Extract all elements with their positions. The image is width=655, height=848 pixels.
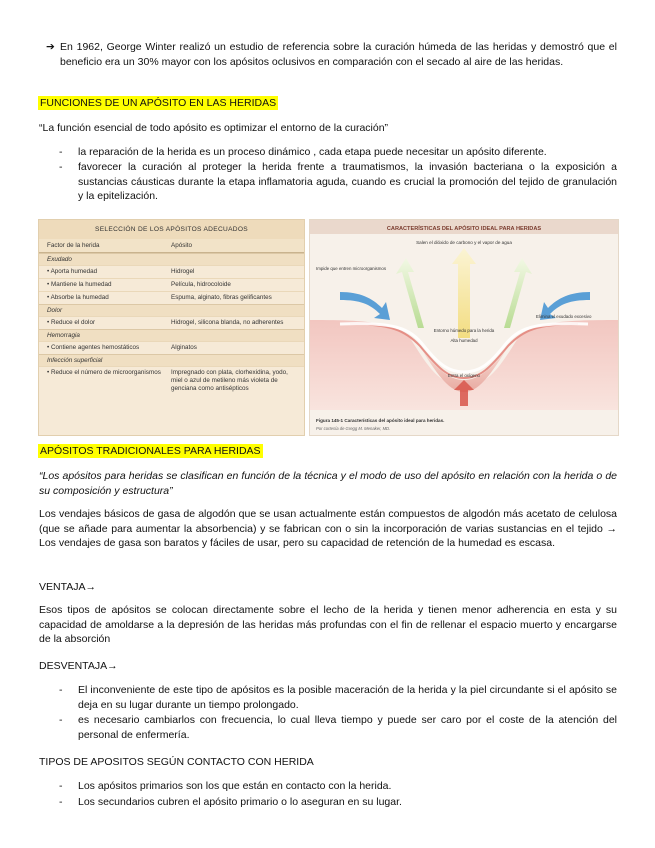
gasa-paragraph: Los vendajes básicos de gasa de algodón que se usan actualmente están compuestos de algodón más acetato de celulosa (que se añade para aumentar la absorbencia) y se fabrican con o sin la incorporación de varias sustancias en el tejido → Los vendajes de gasa son baratos y fáciles de usar, pero su capacidad de retención de la humedad es escasa.: [39, 508, 617, 549]
label-bottom: Entra el oxígeno: [448, 373, 480, 378]
funciones-quote: “La función esencial de todo apósito es optimizar el entorno de la curación”: [39, 122, 389, 134]
list-item: [59, 713, 617, 742]
intro-bullet: [46, 40, 617, 69]
table-row: [39, 265, 304, 278]
list-item: [59, 160, 617, 204]
dressing-selection-table: [38, 219, 305, 436]
table-row: [39, 291, 304, 304]
table-cell: Hidrogel, silicona blanda, no adherentes: [171, 319, 284, 326]
vapor-arrow-right: [504, 258, 532, 328]
table-cell: • Reduce el dolor: [47, 319, 96, 326]
table-group: Exudado: [39, 253, 304, 265]
tradicionales-quote: “Los apósitos para heridas se clasifican en función de la técnica y el modo de uso del apósito en relación con la herida o de su composición y estructura”: [39, 470, 617, 497]
list-item: [59, 145, 617, 160]
table-header: [39, 239, 304, 253]
barrier-arrow-left: [340, 292, 390, 320]
vapor-arrow-left: [396, 258, 424, 328]
dash-bullet: -: [59, 684, 63, 696]
table-cell: Hidrogel: [171, 268, 195, 275]
dash-bullet: -: [59, 780, 63, 792]
list-item-text: Los secundarios cubren el apósito primario o lo aseguran en su lugar.: [78, 796, 402, 808]
list-item-text: El inconveniente de este tipo de apósitos es la posible maceración de la herida y la piel circundante si el apósito se deja en su lugar durante un tiempo prolongado.: [78, 684, 617, 711]
list-item-text: la reparación de la herida es un proceso dinámico , cada etapa puede necesitar un apósito diferente.: [78, 146, 547, 158]
table-group: Hemorragia: [39, 329, 304, 341]
ventaja-label: VENTAJA→: [39, 581, 96, 593]
label-right: Elimina el exudado excesivo: [536, 314, 592, 319]
tipos-label: TIPOS DE APOSITOS SEGÚN CONTACTO CON HERIDA: [39, 756, 314, 768]
list-item: [59, 795, 617, 810]
table-group: Dolor: [39, 304, 304, 316]
list-item: [59, 683, 617, 712]
table-row: [39, 366, 304, 395]
label-center1: Entorno húmedo para la herida: [433, 328, 495, 333]
dash-bullet: -: [59, 714, 63, 726]
list-item: [59, 779, 617, 794]
table-row: [39, 316, 304, 329]
section-heading-tradicionales: APÓSITOS TRADICIONALES PARA HERIDAS: [40, 445, 261, 457]
table-header-factor: Factor de la herida: [47, 242, 100, 249]
table-cell: Película, hidrocoloide: [171, 281, 231, 288]
table-cell: • Aporta humedad: [47, 268, 98, 275]
table-header-aposito: Apósito: [171, 242, 193, 249]
label-center2: Alta humedad: [450, 338, 478, 343]
table-cell: • Contiene agentes hemostáticos: [47, 344, 140, 351]
ventaja-text: Esos tipos de apósitos se colocan directamente sobre el lecho de la herida y tienen menor adherencia en esta y su capacidad de amoldarse a la depresión de las heridas más profundas con el fin de rellenar el espacio muerto y encargarse de la absorción: [39, 604, 617, 645]
table-cell: • Reduce el número de microorganismos: [47, 369, 161, 376]
table-cell: • Absorbe la humedad: [47, 294, 109, 301]
vapor-arrow-center: [452, 248, 476, 338]
arrow-bullet-icon: ➔: [46, 41, 55, 53]
label-top: Salen el dióxido de carbono y el vapor de agua: [416, 240, 512, 245]
table-row: [39, 341, 304, 354]
ideal-dressing-diagram: [309, 219, 619, 436]
table-title: SELECCIÓN DE LOS APÓSITOS ADECUADOS: [39, 220, 304, 239]
intro-bullet-text: En 1962, George Winter realizó un estudio de referencia sobre la curación húmeda de las heridas y demostró que el beneficio era un 30% mayor con los apósitos oclusivos en comparación con el secado al aire de las heridas.: [60, 41, 617, 68]
figure-credit: Por cortesía de Gregg M. Menaker, MD.: [316, 426, 391, 431]
table-cell: Alginatos: [171, 344, 197, 351]
wound-dressing-illustration: [310, 220, 618, 435]
list-item-text: es necesario cambiarlos con frecuencia, lo cual lleva tiempo y puede ser caro por el coste de la atención del personal de enfermería.: [78, 714, 617, 741]
dash-bullet: -: [59, 146, 63, 158]
table-cell: Impregnado con plata, clorhexidina, yodo, miel o azul de metileno más violeta de genciana como antisépticos: [171, 369, 288, 392]
table-group: Infección superficial: [39, 354, 304, 366]
table-cell: Espuma, alginato, fibras gelificantes: [171, 294, 272, 301]
dash-bullet: -: [59, 161, 63, 173]
table-cell: • Mantiene la humedad: [47, 281, 112, 288]
figure-caption: Figura 145-1 Características del apósito ideal para heridas.: [316, 418, 445, 423]
dash-bullet: -: [59, 796, 63, 808]
list-item-text: favorecer la curación al proteger la herida frente a traumatismos, la invasión bacteriana o la exposición a sustancias cáusticas durante la etapa inflamatoria aguda, cuando es crucial la promoción del tejido de granulación y la epitelización.: [78, 161, 617, 202]
label-left: Impide que entren microorganismos: [316, 266, 387, 271]
section-heading-funciones: FUNCIONES DE UN APÓSITO EN LAS HERIDAS: [40, 97, 277, 109]
list-item-text: Los apósitos primarios son los que están en contacto con la herida.: [78, 780, 392, 792]
desventaja-label: DESVENTAJA→: [39, 660, 118, 672]
diagram-title: CARACTERÍSTICAS DEL APÓSITO IDEAL PARA HERIDAS: [386, 226, 542, 232]
table-row: [39, 278, 304, 291]
